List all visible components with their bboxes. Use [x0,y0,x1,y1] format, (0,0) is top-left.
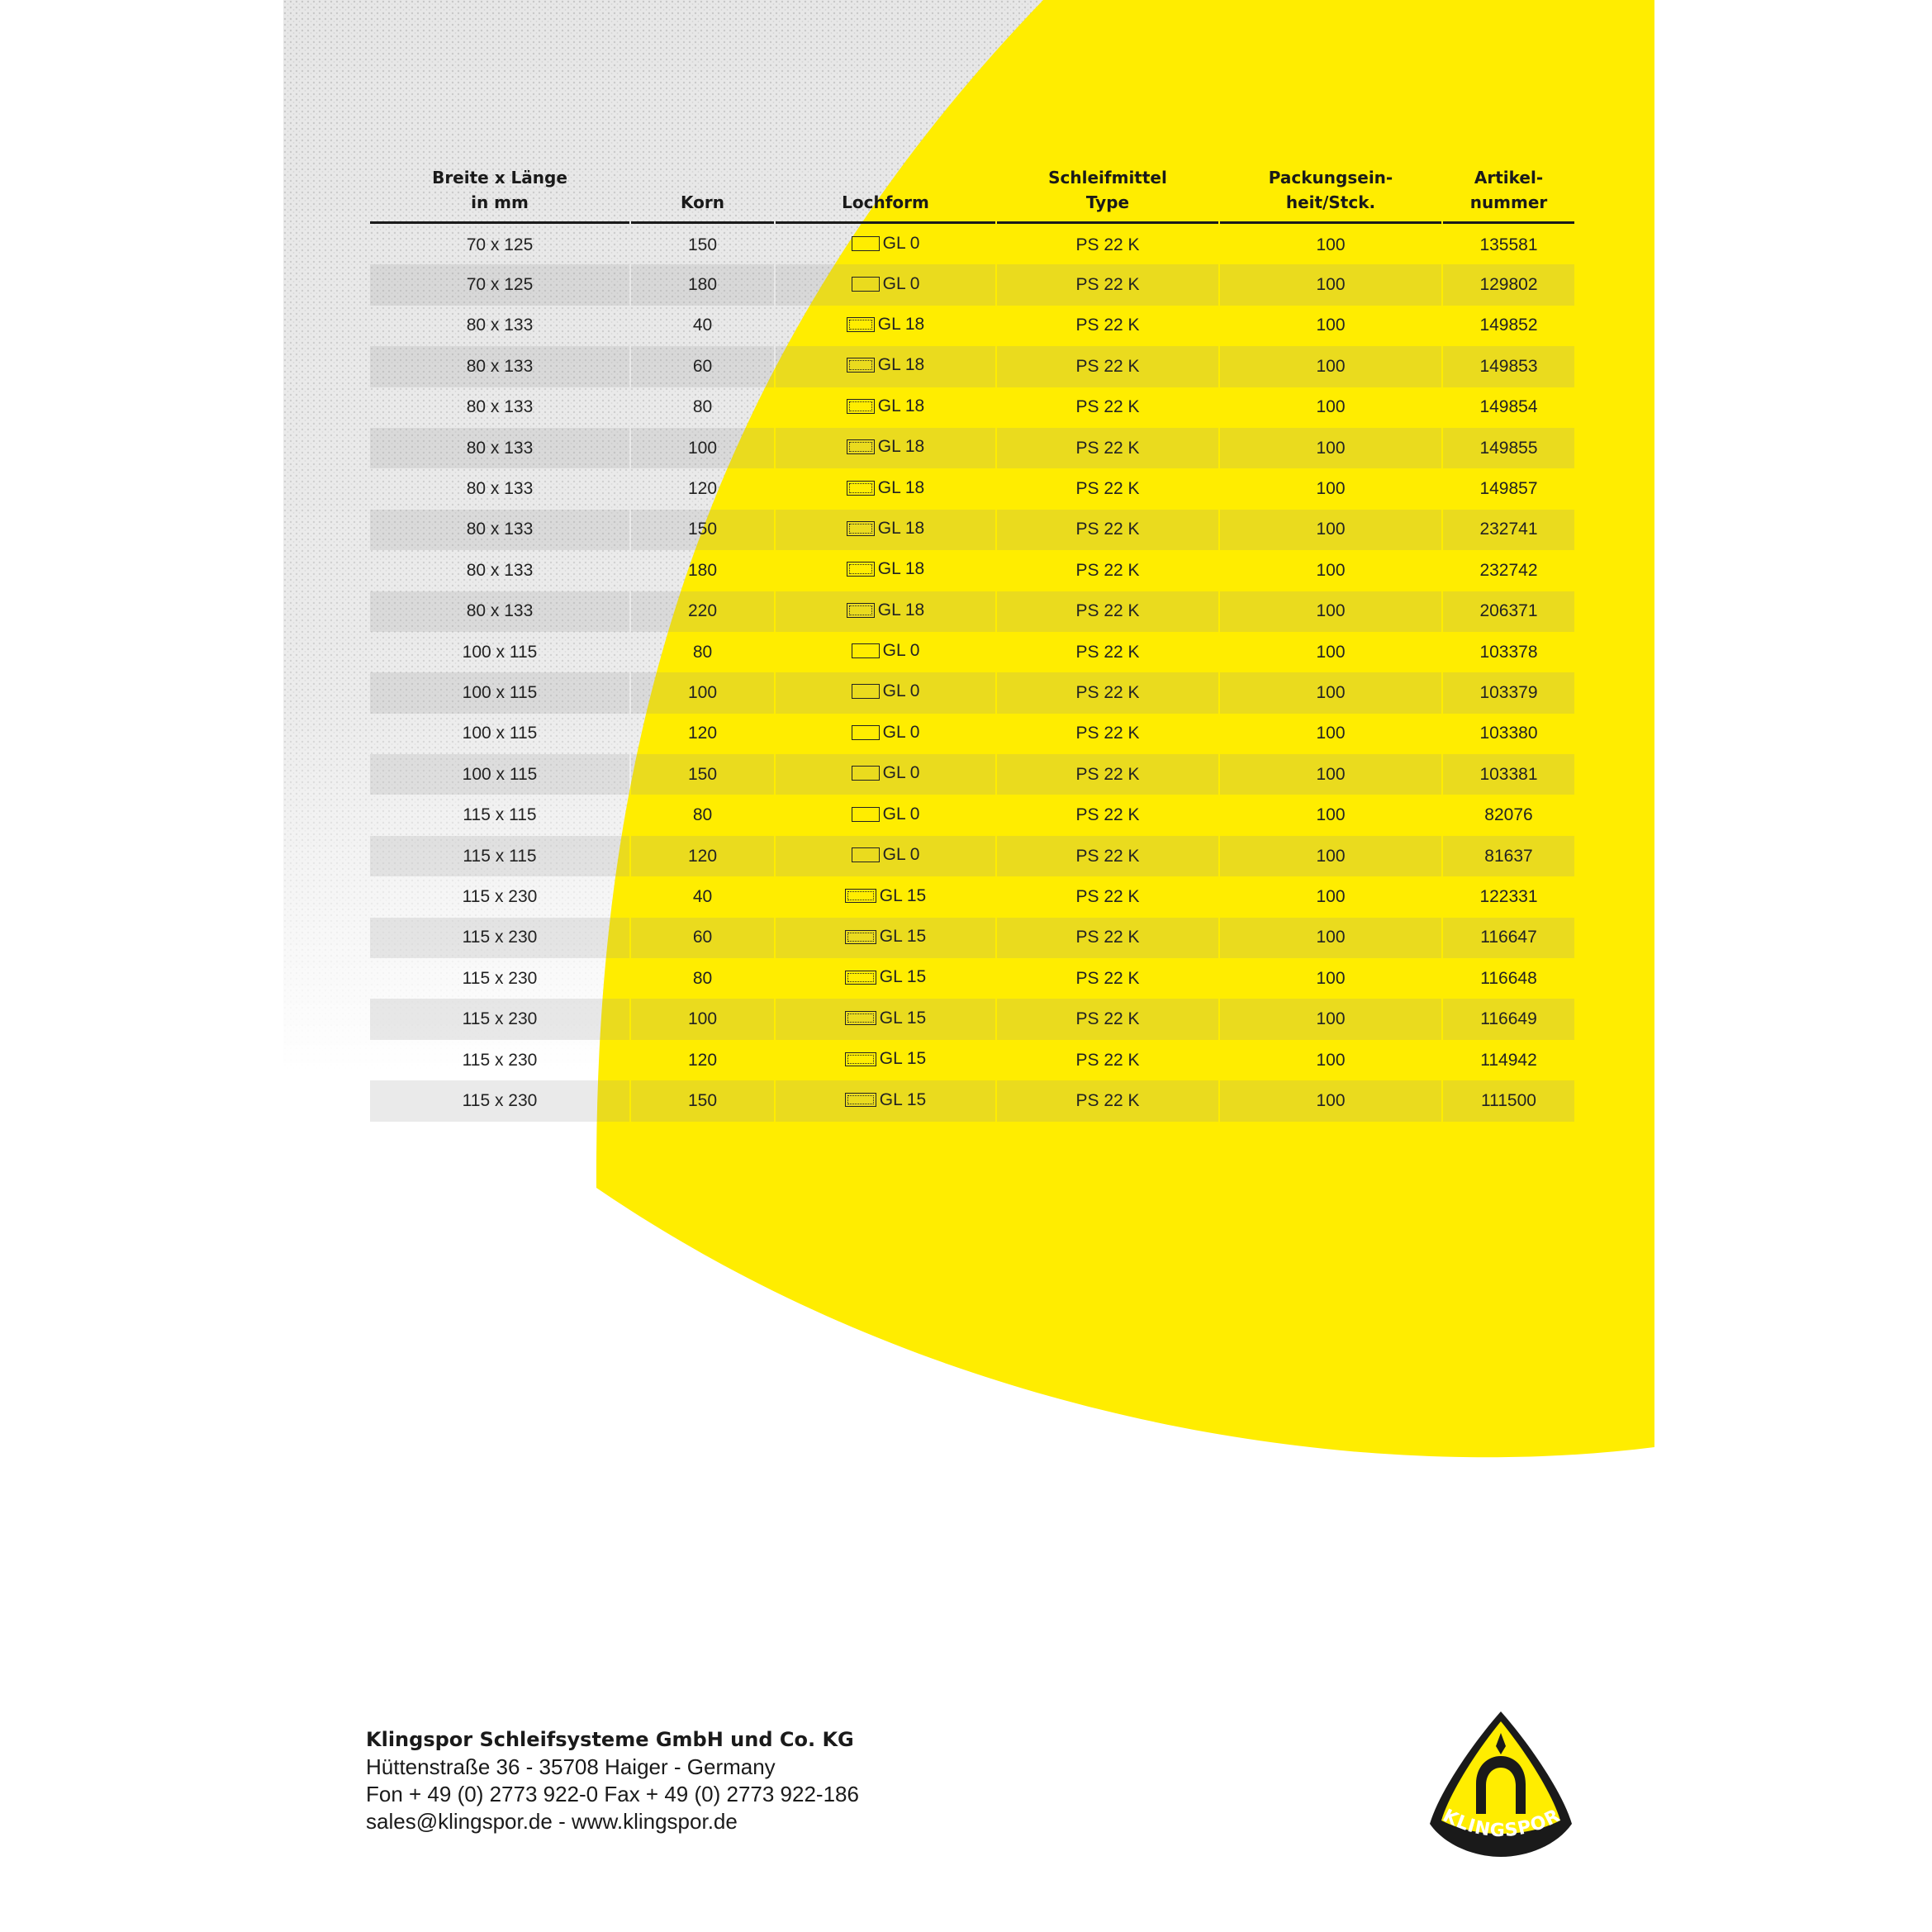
cell-size: 80 x 133 [370,346,629,387]
hole-pattern [847,437,924,457]
table-row [370,591,1574,632]
hole-pattern-label: GL 15 [879,1049,927,1069]
hole-pattern [852,274,920,294]
hole-pattern [847,396,924,416]
hole-pattern-gl18-icon [847,481,875,496]
cell-size: 80 x 133 [466,316,534,335]
cell-article-number: 103379 [1443,672,1574,713]
hole-pattern [845,1049,926,1069]
cell-hole-pattern [776,836,995,876]
header-size: Breite x Länge in mm [370,165,629,224]
hole-pattern-gl18-icon [847,521,875,536]
table-header-row [370,165,1574,224]
header-grit: Korn [631,165,774,224]
cell-pack-unit: 100 [1316,235,1346,254]
cell-abrasive-type: PS 22 K [1075,235,1140,254]
table-row [370,958,1574,999]
cell-size: 70 x 125 [370,264,629,305]
cell-hole-pattern [776,428,995,468]
company-phone-fax: Fon + 49 (0) 2773 922-0 Fax + 49 (0) 2773 922-186 [366,1782,859,1806]
cell-grit: 100 [631,428,774,468]
cell-abrasive-type: PS 22 K [997,836,1218,876]
cell-grit: 120 [687,724,718,743]
cell-size: 100 x 115 [462,724,538,743]
cell-hole-pattern [776,264,995,305]
cell-grit: 40 [692,886,713,906]
table-row [370,306,1574,346]
cell-size: 115 x 230 [370,999,629,1039]
cell-pack-unit: 100 [1316,642,1346,662]
cell-hole-pattern [776,1080,995,1121]
cell-hole-pattern [776,346,995,387]
cell-size: 70 x 125 [466,235,534,254]
cell-article-number: 116649 [1443,999,1574,1039]
cell-pack-unit: 100 [1316,316,1346,335]
cell-grit: 150 [631,1080,774,1121]
hole-pattern-gl15-icon [845,971,876,985]
cell-hole-pattern [776,672,995,713]
hole-pattern-label: GL 15 [879,1008,927,1028]
hole-pattern-gl15-icon [845,889,876,903]
cell-grit: 100 [631,999,774,1039]
hole-pattern [847,519,924,539]
hole-pattern-label: GL 18 [877,355,925,375]
hole-pattern-gl0-icon [852,807,880,822]
cell-article-number: 135581 [1479,235,1538,254]
cell-size: 100 x 115 [462,642,538,662]
cell-size: 115 x 230 [462,886,538,906]
cell-size: 80 x 133 [466,397,534,417]
hole-pattern-label: GL 15 [879,927,927,947]
hole-pattern [852,805,920,824]
hole-pattern-gl18-icon [847,439,875,454]
hole-pattern-label: GL 15 [879,885,927,905]
hole-pattern [852,845,920,865]
cell-article-number: 206371 [1443,591,1574,632]
cell-hole-pattern [776,714,995,754]
cell-grit: 60 [631,918,774,958]
hole-pattern-label: GL 18 [877,314,925,334]
cell-article-number: 232741 [1443,510,1574,550]
hole-pattern-gl0-icon [852,643,880,658]
hole-pattern-gl0-icon [852,847,880,862]
cell-pack-unit: 100 [1316,968,1346,988]
table-row [370,428,1574,468]
cell-pack-unit: 100 [1316,397,1346,417]
logo-text: KLINGSPOR [1439,1805,1564,1842]
hole-pattern-label: GL 0 [882,273,920,293]
cell-article-number: 82076 [1484,805,1533,825]
cell-article-number: 129802 [1443,264,1574,305]
cell-size: 80 x 133 [466,560,534,580]
cell-article-number: 103380 [1479,724,1538,743]
cell-abrasive-type: PS 22 K [1075,642,1140,662]
hole-pattern-label: GL 0 [882,804,920,824]
table-row [370,346,1574,387]
product-table [368,165,1576,1122]
cell-hole-pattern [776,876,995,917]
cell-abrasive-type: PS 22 K [1075,479,1140,499]
cell-grit: 40 [692,316,713,335]
hole-pattern [847,315,924,335]
cell-size: 115 x 115 [370,836,629,876]
hole-pattern-gl15-icon [845,930,876,944]
cell-abrasive-type: PS 22 K [997,264,1218,305]
cell-article-number: 103381 [1443,754,1574,795]
header-pack-unit: Packungsein- heit/Stck. [1220,165,1441,224]
hole-pattern-gl15-icon [845,1052,876,1066]
hole-pattern-gl18-icon [847,562,875,577]
hole-pattern [852,723,920,743]
hole-pattern [845,927,926,947]
table-row [370,795,1574,835]
product-table-container [368,165,1574,1122]
cell-article-number: 116647 [1443,918,1574,958]
cell-grit: 180 [687,560,718,580]
cell-hole-pattern [776,550,995,591]
cell-pack-unit: 100 [1316,560,1346,580]
cell-size: 80 x 133 [466,479,534,499]
cell-abrasive-type: PS 22 K [1075,397,1140,417]
cell-abrasive-type: PS 22 K [997,591,1218,632]
cell-grit: 150 [687,235,718,254]
cell-abrasive-type: PS 22 K [997,510,1218,550]
company-address: Hüttenstraße 36 - 35708 Haiger - Germany [366,1754,776,1779]
hole-pattern-gl0-icon [852,684,880,699]
company-web: sales@klingspor.de - www.klingspor.de [366,1809,738,1834]
cell-article-number: 116648 [1480,968,1537,988]
cell-size: 115 x 115 [463,805,537,825]
cell-grit: 150 [631,510,774,550]
cell-pack-unit: 100 [1220,591,1441,632]
hole-pattern-label: GL 0 [882,763,920,783]
cell-size: 115 x 230 [462,1050,538,1070]
table-row [370,1040,1574,1080]
table-row [370,876,1574,917]
cell-grit: 150 [631,754,774,795]
cell-article-number: 149852 [1479,316,1538,335]
cell-size: 80 x 133 [370,428,629,468]
hole-pattern [852,641,920,661]
table-body [370,224,1574,1122]
cell-size: 80 x 133 [370,510,629,550]
cell-size: 115 x 230 [462,968,538,988]
hole-pattern-gl18-icon [847,399,875,414]
cell-hole-pattern [776,387,995,428]
cell-hole-pattern [776,306,995,346]
cell-pack-unit: 100 [1316,805,1346,825]
cell-grit: 120 [687,1050,718,1070]
hole-pattern-gl0-icon [852,277,880,292]
cell-abrasive-type: PS 22 K [997,754,1218,795]
cell-hole-pattern [776,468,995,509]
hole-pattern-gl18-icon [847,358,875,373]
hole-pattern-gl0-icon [852,236,880,251]
header-abrasive-type: Schleifmittel Type [997,165,1218,224]
cell-grit: 180 [631,264,774,305]
hole-pattern [847,478,924,498]
cell-abrasive-type: PS 22 K [997,1080,1218,1121]
klingspor-logo-icon [1425,1708,1577,1860]
hole-pattern-gl15-icon [845,1011,876,1025]
cell-pack-unit: 100 [1220,836,1441,876]
cell-grit: 80 [692,397,713,417]
cell-size: 100 x 115 [370,672,629,713]
cell-size: 115 x 230 [370,918,629,958]
hole-pattern-label: GL 15 [879,1089,927,1109]
hole-pattern [845,967,926,987]
cell-article-number: 149855 [1443,428,1574,468]
hole-pattern-label: GL 0 [882,234,920,254]
hole-pattern-gl0-icon [852,766,880,781]
company-name: Klingspor Schleifsysteme GmbH und Co. KG [366,1728,854,1751]
table-row [370,999,1574,1039]
cell-grit: 120 [687,479,718,499]
table-row [370,550,1574,591]
cell-pack-unit: 100 [1220,510,1441,550]
cell-abrasive-type: PS 22 K [1075,968,1140,988]
header-article-number: Artikel- nummer [1443,165,1574,224]
cell-hole-pattern [776,632,995,672]
hole-pattern-gl18-icon [847,317,875,332]
cell-abrasive-type: PS 22 K [997,918,1218,958]
cell-article-number: 232742 [1479,560,1538,580]
cell-hole-pattern [776,999,995,1039]
cell-pack-unit: 100 [1220,918,1441,958]
hole-pattern-label: GL 0 [882,722,920,742]
cell-abrasive-type: PS 22 K [997,999,1218,1039]
hole-pattern-gl18-icon [847,603,875,618]
cell-hole-pattern [776,1040,995,1080]
hole-pattern-label: GL 0 [882,681,920,701]
hole-pattern [852,234,920,254]
cell-pack-unit: 100 [1316,479,1346,499]
cell-grit: 220 [631,591,774,632]
hole-pattern [847,355,924,375]
cell-size: 115 x 230 [370,1080,629,1121]
cell-grit: 80 [692,968,713,988]
cell-abrasive-type: PS 22 K [1075,886,1140,906]
cell-pack-unit: 100 [1220,754,1441,795]
hole-pattern-gl15-icon [845,1093,876,1107]
cell-abrasive-type: PS 22 K [1075,1050,1140,1070]
cell-hole-pattern [776,958,995,999]
cell-abrasive-type: PS 22 K [1075,724,1140,743]
cell-hole-pattern [776,754,995,795]
cell-article-number: 122331 [1479,886,1538,906]
cell-article-number: 149854 [1479,397,1538,417]
cell-grit: 80 [692,805,713,825]
cell-hole-pattern [776,224,995,264]
cell-pack-unit: 100 [1220,428,1441,468]
cell-pack-unit: 100 [1220,672,1441,713]
table-row [370,224,1574,264]
cell-hole-pattern [776,795,995,835]
cell-pack-unit: 100 [1220,346,1441,387]
hole-pattern-label: GL 18 [877,559,925,579]
cell-size: 80 x 133 [370,591,629,632]
cell-article-number: 111500 [1443,1080,1574,1121]
cell-article-number: 149853 [1443,346,1574,387]
hole-pattern [845,1009,926,1028]
cell-hole-pattern [776,918,995,958]
cell-size: 100 x 115 [370,754,629,795]
hole-pattern [847,600,924,620]
hole-pattern-label: GL 18 [877,600,925,619]
table-row [370,714,1574,754]
hole-pattern-label: GL 18 [877,477,925,497]
table-row [370,918,1574,958]
cell-pack-unit: 100 [1220,999,1441,1039]
hole-pattern-label: GL 0 [882,845,920,865]
table-row [370,754,1574,795]
cell-pack-unit: 100 [1220,264,1441,305]
table-row [370,510,1574,550]
cell-abrasive-type: PS 22 K [1075,316,1140,335]
cell-abrasive-type: PS 22 K [997,672,1218,713]
cell-pack-unit: 100 [1220,1080,1441,1121]
table-row [370,468,1574,509]
cell-abrasive-type: PS 22 K [1075,560,1140,580]
cell-abrasive-type: PS 22 K [997,346,1218,387]
table-row [370,632,1574,672]
cell-pack-unit: 100 [1316,886,1346,906]
hole-pattern-label: GL 18 [877,518,925,538]
header-hole-pattern: Lochform [776,165,995,224]
table-row [370,264,1574,305]
hole-pattern-gl0-icon [852,725,880,740]
cell-hole-pattern [776,591,995,632]
table-row [370,1080,1574,1121]
table-row [370,387,1574,428]
cell-abrasive-type: PS 22 K [997,428,1218,468]
hole-pattern [852,681,920,701]
hole-pattern [847,559,924,579]
cell-pack-unit: 100 [1316,724,1346,743]
cell-abrasive-type: PS 22 K [1075,805,1140,825]
cell-grit: 100 [631,672,774,713]
hole-pattern-label: GL 18 [877,437,925,457]
cell-article-number: 114942 [1480,1050,1537,1070]
cell-article-number: 149857 [1479,479,1538,499]
cell-pack-unit: 100 [1316,1050,1346,1070]
hole-pattern [845,886,926,906]
table-row [370,836,1574,876]
footer-address-block [366,1726,859,1835]
hole-pattern [845,1090,926,1110]
hole-pattern [852,763,920,783]
cell-grit: 80 [692,642,713,662]
hole-pattern-label: GL 18 [877,396,925,415]
cell-article-number: 81637 [1443,836,1574,876]
hole-pattern-label: GL 0 [882,641,920,661]
cell-grit: 120 [631,836,774,876]
cell-hole-pattern [776,510,995,550]
cell-article-number: 103378 [1479,642,1538,662]
cell-grit: 60 [631,346,774,387]
hole-pattern-label: GL 15 [879,967,927,987]
table-row [370,672,1574,713]
